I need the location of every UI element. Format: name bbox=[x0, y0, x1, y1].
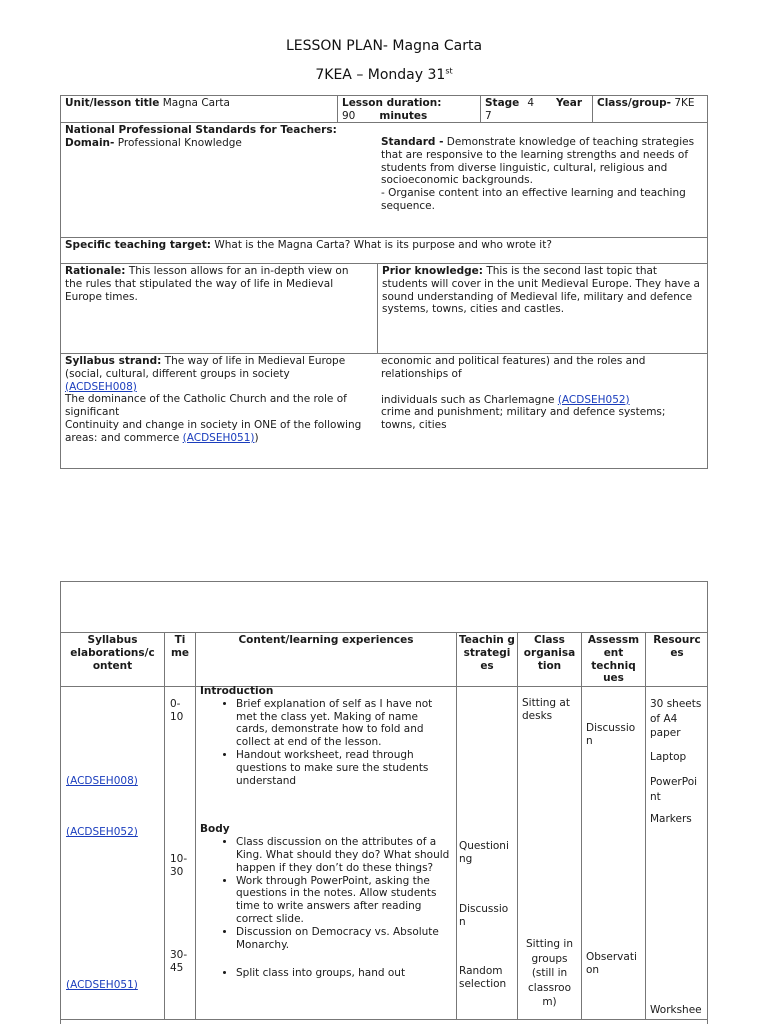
syllabus-strand-label: Syllabus strand: bbox=[65, 355, 162, 367]
intro-item: • Handout worksheet, read through questions to make sure the students understand bbox=[236, 749, 452, 787]
lesson-info-table bbox=[60, 95, 708, 469]
header-syllabus: Syllabus elaborations/c ontent bbox=[70, 634, 155, 672]
body-item: • Class discussion on the attributes of a King. What should they do? What should happen if they don’t do these things? bbox=[236, 836, 452, 874]
duration-label: Lesson duration: bbox=[342, 97, 442, 109]
resource-item: PowerPoi nt bbox=[650, 776, 698, 803]
plan-link-acdseh008[interactable]: (ACDSEH008) bbox=[66, 775, 138, 787]
resource-item: Markers bbox=[650, 813, 692, 825]
unit-title-cell bbox=[61, 96, 337, 122]
plan-link-acdseh052[interactable]: (ACDSEH052) bbox=[66, 826, 138, 838]
syllabus-right-3: crime and punishment; military and defence systems; towns, cities bbox=[381, 406, 666, 432]
document-title: LESSON PLAN- Magna Carta bbox=[285, 38, 483, 54]
nps-cell bbox=[61, 123, 391, 237]
year-value: 7 bbox=[485, 109, 492, 122]
resource-item: Laptop bbox=[650, 751, 687, 763]
stage-year-cell bbox=[481, 96, 592, 122]
teaching-strategy: Random selection bbox=[459, 965, 507, 990]
domain-value: Professional Knowledge bbox=[117, 136, 242, 149]
header-resources: Resourc es bbox=[653, 634, 701, 659]
subtitle-text: 7KEA – Monday 31 bbox=[315, 67, 446, 83]
lesson-plan-table bbox=[60, 581, 708, 1024]
rationale-label: Rationale: bbox=[65, 265, 126, 277]
teaching-strategy: Questioni ng bbox=[459, 840, 509, 865]
syllabus-line-1: The way of life in Medieval Europe (social, cultural, different groups in society bbox=[65, 355, 346, 380]
prior-knowledge-cell bbox=[378, 264, 709, 353]
intro-item: • Brief explanation of self as I have not met the class yet. Making of name cards, demonstrate how to fold and collect at end of the lesson. bbox=[236, 698, 452, 749]
teaching-strategy: Discussio n bbox=[459, 903, 509, 928]
time-slot: 0- 10 bbox=[170, 698, 184, 723]
year-label: Year bbox=[556, 97, 583, 109]
subtitle-suffix: st bbox=[445, 66, 453, 76]
assessment-technique: Observati on bbox=[586, 951, 637, 976]
prior-knowledge-label: Prior knowledge: bbox=[382, 265, 483, 277]
class-group-cell bbox=[593, 96, 709, 122]
syllabus-right-1: economic and political features) and the roles and relationships of bbox=[381, 355, 646, 380]
body-item: • Split class into groups, hand out bbox=[236, 967, 452, 980]
header-content: Content/learning experiences bbox=[238, 634, 414, 646]
assessment-technique: Discussio n bbox=[586, 722, 636, 747]
stage-value: 4 bbox=[527, 97, 534, 109]
target-label: Specific teaching target: bbox=[65, 239, 211, 251]
syllabus-link-acdseh051[interactable]: (ACDSEH051) bbox=[182, 431, 255, 444]
standard-value: Demonstrate knowledge of teaching strategies that are responsive to the learning strengths and needs of students from diverse linguistic, cultural, religious and socioeconomic backgrounds. bbox=[381, 136, 695, 187]
class-organisation: Sitting at desks bbox=[522, 697, 570, 722]
unit-title-label: Unit/lesson title bbox=[65, 97, 160, 109]
resource-item: Workshee bbox=[650, 1004, 702, 1016]
time-slot: 10- 30 bbox=[170, 853, 188, 878]
target-cell bbox=[61, 238, 709, 263]
time-slot: 30- 45 bbox=[170, 949, 188, 974]
body-item: • Discussion on Democracy vs. Absolute Monarchy. bbox=[236, 926, 452, 952]
syllabus-line-3: Continuity and change in society in ONE of the following areas: and commerce bbox=[65, 418, 362, 444]
class-organisation: Sitting in groups (still in classroo m) bbox=[526, 938, 573, 1008]
stage-label: Stage bbox=[485, 97, 520, 109]
class-group-value: 7KE bbox=[674, 97, 695, 109]
duration-cell bbox=[338, 96, 480, 122]
header-assessment: Assessm ent techniq ues bbox=[587, 634, 640, 685]
header-class-org: Class organisa tion bbox=[523, 634, 576, 672]
standard-value-2: - Organise content into an effective learning and teaching sequence. bbox=[381, 187, 686, 212]
resource-item: 30 sheets of A4 paper bbox=[650, 698, 702, 739]
syllabus-right-2: individuals such as Charlemagne bbox=[381, 393, 555, 406]
domain-label: Domain- bbox=[65, 136, 115, 149]
syllabus-link-acdseh008[interactable]: (ACDSEH008) bbox=[65, 380, 137, 393]
body-heading: Body bbox=[200, 823, 230, 836]
header-time: Ti me bbox=[170, 634, 190, 659]
header-teaching: Teachin g strategi es bbox=[459, 634, 515, 672]
syllabus-strand-right bbox=[377, 354, 707, 468]
syllabus-close-paren: ) bbox=[254, 431, 259, 444]
body-item: • Work through PowerPoint, asking the questions in the notes. Allow students time to write answers after reading correct slide. bbox=[236, 875, 452, 926]
intro-heading: Introduction bbox=[200, 685, 274, 697]
nps-label: National Professional Standards for Teachers: bbox=[65, 124, 337, 136]
class-group-label: Class/group- bbox=[597, 97, 671, 109]
unit-title-value: Magna Carta bbox=[162, 97, 230, 109]
syllabus-line-2: The dominance of the Catholic Church and the role of significant bbox=[65, 393, 347, 419]
duration-unit: minutes bbox=[379, 109, 428, 122]
standard-cell bbox=[377, 135, 707, 235]
document-subtitle bbox=[0, 67, 768, 83]
target-value: What is the Magna Carta? What is its purpose and who wrote it? bbox=[214, 239, 552, 251]
rationale-cell bbox=[61, 264, 373, 353]
plan-link-acdseh051[interactable]: (ACDSEH051) bbox=[66, 979, 138, 991]
content-learning-cell bbox=[196, 685, 456, 1019]
duration-value: 90 bbox=[342, 109, 356, 122]
rationale-value: This lesson allows for an in-depth view on the rules that stipulated the way of life in Medieval Europe times. bbox=[65, 265, 349, 303]
standard-label: Standard - bbox=[381, 136, 444, 148]
syllabus-link-acdseh052[interactable]: (ACDSEH052) bbox=[557, 393, 630, 406]
syllabus-strand-cell bbox=[61, 354, 373, 468]
prior-knowledge-value: This is the second last topic that students will cover in the unit Medieval Europe. They have a sound understanding of Medieval life, military and defence systems, towns, cities and castles. bbox=[382, 265, 700, 316]
